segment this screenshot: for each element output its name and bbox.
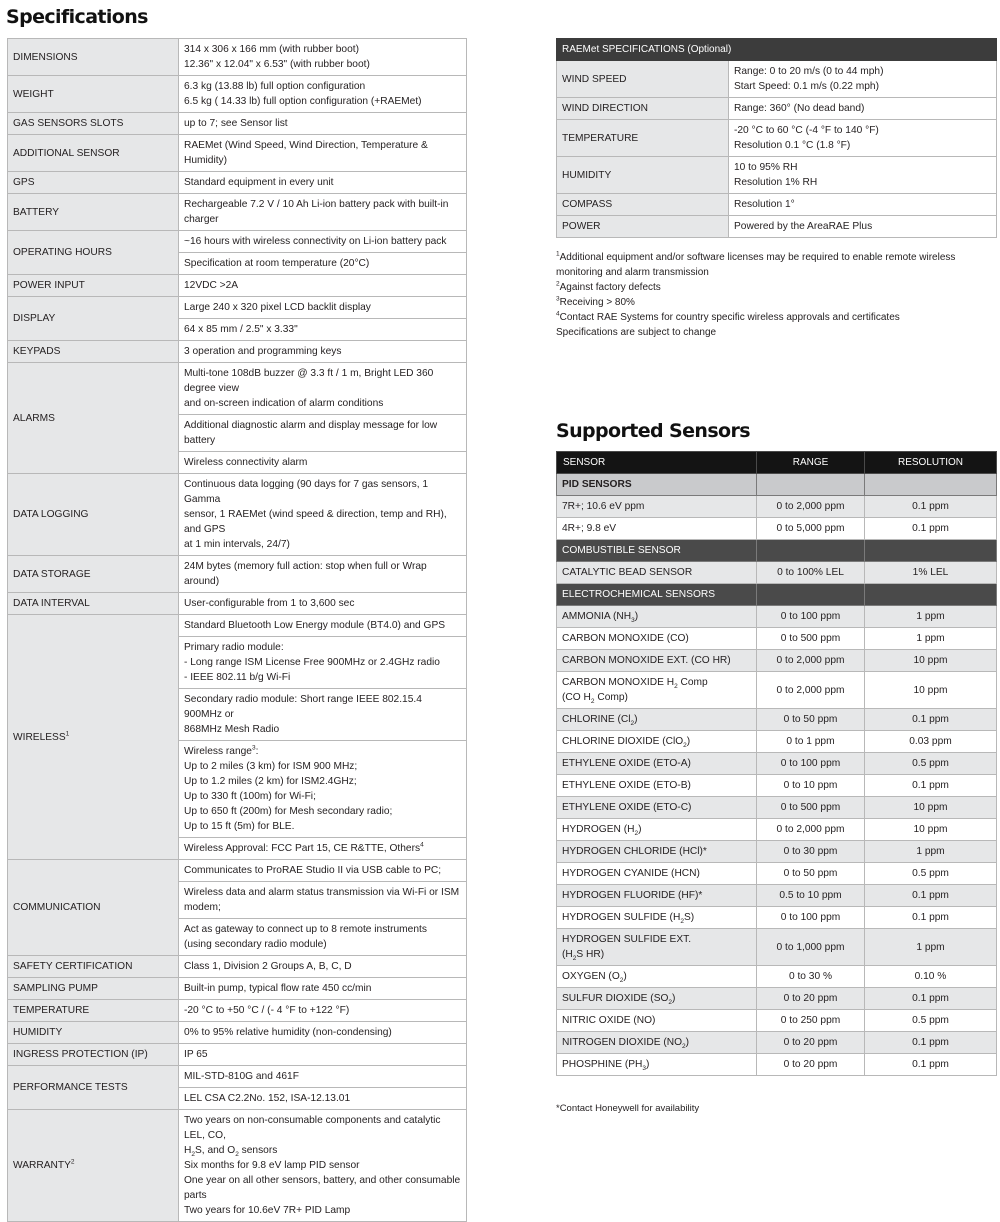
sensor-row — [557, 562, 997, 584]
spec-value: LEL CSA C2.2No. 152, ISA-12.13.01 — [179, 1088, 467, 1110]
spec-key: WEIGHT — [8, 76, 179, 113]
spec-key: POWER INPUT — [8, 275, 179, 297]
raemet-value: -20 °C to 60 °C (-4 °F to 140 °F) Resolution 0.1 °C (1.8 °F) — [729, 120, 997, 157]
raemet-value: Powered by the AreaRAE Plus — [729, 216, 997, 238]
sensor-range: 0 to 20 ppm — [757, 988, 865, 1010]
spec-value: MIL-STD-810G and 461F — [179, 1066, 467, 1088]
spec-row — [8, 978, 467, 1000]
sensors-table — [556, 451, 997, 1076]
sensor-row — [557, 885, 997, 907]
spec-key: DATA STORAGE — [8, 556, 179, 593]
spec-value: Act as gateway to connect up to 8 remote instruments (using secondary radio module) — [179, 919, 467, 956]
spec-key: SAFETY CERTIFICATION — [8, 956, 179, 978]
supported-sensors-title: Supported Sensors — [556, 420, 750, 442]
raemet-value: Range: 360° (No dead band) — [729, 98, 997, 120]
raemet-key: WIND SPEED — [557, 61, 729, 98]
sensor-range: 0 to 2,000 ppm — [757, 650, 865, 672]
specifications-title: Specifications — [6, 6, 148, 28]
sensor-range: 0.5 to 10 ppm — [757, 885, 865, 907]
sensor-name: CARBON MONOXIDE (CO) — [557, 628, 757, 650]
sensor-name: HYDROGEN FLUORIDE (HF)* — [557, 885, 757, 907]
sensor-resolution: 0.1 ppm — [865, 907, 997, 929]
sensor-name: ETHYLENE OXIDE (ETO-B) — [557, 775, 757, 797]
sensor-row — [557, 628, 997, 650]
spec-value: Wireless range$^3$: Up to 2 miles (3 km) for ISM 900 MHz; Up to 1.2 miles (2 km) for ISM2.4GHz; Up to 330 ft (100m) for Wi-Fi; Up to 650 ft (200m) for Mesh secondary radio; Up to 15 ft (5m) for BLE. — [179, 741, 467, 838]
spec-value: Continuous data logging (90 days for 7 gas sensors, 1 Gamma sensor, 1 RAEMet (wind speed & direction, temp and RH), and GPS at 1 min intervals, 24/7) — [179, 474, 467, 556]
sensor-category-label: ELECTROCHEMICAL SENSORS — [557, 584, 757, 606]
spec-key: ADDITIONAL SENSOR — [8, 135, 179, 172]
sensors-column-header: RESOLUTION — [865, 452, 997, 474]
sensor-row — [557, 863, 997, 885]
spec-value: Communicates to ProRAE Studio II via USB cable to PC; — [179, 860, 467, 882]
sensor-range: 0 to 50 ppm — [757, 863, 865, 885]
spec-value: 24M bytes (memory full action: stop when full or Wrap around) — [179, 556, 467, 593]
spec-key: ALARMS — [8, 363, 179, 474]
sensor-range: 0 to 1,000 ppm — [757, 929, 865, 966]
sensor-row — [557, 518, 997, 540]
sensor-resolution: 10 ppm — [865, 672, 997, 709]
sensor-row — [557, 753, 997, 775]
sensor-range: 0 to 20 ppm — [757, 1032, 865, 1054]
spec-row — [8, 1110, 467, 1222]
spec-key: SAMPLING PUMP — [8, 978, 179, 1000]
sensor-row — [557, 929, 997, 966]
sensors-column-header: SENSOR — [557, 452, 757, 474]
sensor-name: CARBON MONOXIDE $H_2$ Comp (CO $H_2$ Comp) — [557, 672, 757, 709]
spec-row — [8, 615, 467, 637]
sensor-row — [557, 841, 997, 863]
spec-key: BATTERY — [8, 194, 179, 231]
sensor-category-empty — [757, 584, 865, 606]
spec-value: Specification at room temperature (20°C) — [179, 253, 467, 275]
sensor-row — [557, 672, 997, 709]
raemet-value: 10 to 95% RH Resolution 1% RH — [729, 157, 997, 194]
spec-value: Built-in pump, typical flow rate 450 cc/min — [179, 978, 467, 1000]
sensor-row — [557, 1010, 997, 1032]
spec-key: PERFORMANCE TESTS — [8, 1066, 179, 1110]
sensor-name: 7R+; 10.6 eV ppm — [557, 496, 757, 518]
spec-row — [8, 113, 467, 135]
footnote-item: Specifications are subject to change — [556, 327, 717, 338]
spec-row — [8, 341, 467, 363]
sensor-range: 0 to 1 ppm — [757, 731, 865, 753]
sensor-row — [557, 988, 997, 1010]
spec-row — [8, 172, 467, 194]
sensor-resolution: 0.1 ppm — [865, 988, 997, 1010]
sensor-row — [557, 775, 997, 797]
sensor-category-empty — [865, 584, 997, 606]
sensor-range: 0 to 250 ppm — [757, 1010, 865, 1032]
raemet-table — [556, 38, 997, 238]
spec-key: WARRANTY$^2$ — [8, 1110, 179, 1222]
sensor-range: 0 to 2,000 ppm — [757, 496, 865, 518]
spec-value: Wireless data and alarm status transmission via Wi-Fi or ISM modem; — [179, 882, 467, 919]
sensor-name: SULFUR DIOXIDE $(SO_2)$ — [557, 988, 757, 1010]
sensor-name: 4R+; 9.8 eV — [557, 518, 757, 540]
footnote-item: $^1$Additional equipment and/or software licenses may be required to enable remote wireless monitoring and alarm transmission — [556, 250, 956, 278]
spec-value: IP 65 — [179, 1044, 467, 1066]
sensor-row — [557, 819, 997, 841]
footnotes — [556, 250, 996, 340]
sensor-range: 0 to 5,000 ppm — [757, 518, 865, 540]
footnote-item: $^2$Against factory defects — [556, 280, 661, 293]
sensor-category-label: PID SENSORS — [557, 474, 757, 496]
raemet-key: POWER — [557, 216, 729, 238]
sensor-resolution: 0.1 ppm — [865, 1032, 997, 1054]
spec-value: Multi-tone 108dB buzzer @ 3.3 ft / 1 m, Bright LED 360 degree view and on-screen indication of alarm conditions — [179, 363, 467, 415]
spec-row — [8, 1000, 467, 1022]
sensor-name: CARBON MONOXIDE EXT. (CO HR) — [557, 650, 757, 672]
spec-value: 314 x 306 x 166 mm (with rubber boot) 12.36" x 12.04" x 6.53" (with rubber boot) — [179, 39, 467, 76]
raemet-key: WIND DIRECTION — [557, 98, 729, 120]
sensor-row — [557, 709, 997, 731]
spec-key: KEYPADS — [8, 341, 179, 363]
sensor-resolution: 0.5 ppm — [865, 753, 997, 775]
spec-value: User-configurable from 1 to 3,600 sec — [179, 593, 467, 615]
sensor-resolution: 1 ppm — [865, 606, 997, 628]
spec-row — [8, 1044, 467, 1066]
sensor-row — [557, 496, 997, 518]
sensor-row — [557, 966, 997, 988]
sensor-name: NITRIC OXIDE (NO) — [557, 1010, 757, 1032]
spec-row — [8, 1066, 467, 1088]
spec-row — [8, 135, 467, 172]
sensor-resolution: 0.1 ppm — [865, 518, 997, 540]
sensor-resolution: 1 ppm — [865, 841, 997, 863]
sensor-range: 0 to 100 ppm — [757, 907, 865, 929]
spec-key: GAS SENSORS SLOTS — [8, 113, 179, 135]
spec-value: up to 7; see Sensor list — [179, 113, 467, 135]
spec-value: Rechargeable 7.2 V / 10 Ah Li-ion battery pack with built-in charger — [179, 194, 467, 231]
sensor-resolution: 0.1 ppm — [865, 775, 997, 797]
sensor-row — [557, 1054, 997, 1076]
sensor-name: HYDROGEN $(H_2)$ — [557, 819, 757, 841]
raemet-value: Range: 0 to 20 m/s (0 to 44 mph) Start Speed: 0.1 m/s (0.22 mph) — [729, 61, 997, 98]
spec-value: ~16 hours with wireless connectivity on Li-ion battery pack — [179, 231, 467, 253]
sensor-row — [557, 907, 997, 929]
sensor-row — [557, 606, 997, 628]
sensor-resolution: 0.1 ppm — [865, 709, 997, 731]
sensor-row — [557, 650, 997, 672]
spec-row — [8, 1022, 467, 1044]
spec-row — [8, 275, 467, 297]
sensor-range: 0 to 2,000 ppm — [757, 672, 865, 709]
spec-value: 12VDC >2A — [179, 275, 467, 297]
sensor-resolution: 0.5 ppm — [865, 863, 997, 885]
spec-value: Standard Bluetooth Low Energy module (BT4.0) and GPS — [179, 615, 467, 637]
spec-row — [8, 39, 467, 76]
sensor-name: CHLORINE DIOXIDE (ClO$_2$) — [557, 731, 757, 753]
sensor-range: 0 to 20 ppm — [757, 1054, 865, 1076]
sensor-row — [557, 797, 997, 819]
sensor-category-label: COMBUSTIBLE SENSOR — [557, 540, 757, 562]
sensor-resolution: 0.1 ppm — [865, 496, 997, 518]
spec-row — [8, 297, 467, 319]
sensor-name: HYDROGEN SULFIDE EXT. ($H_2S$ HR) — [557, 929, 757, 966]
sensor-range: 0 to 30 % — [757, 966, 865, 988]
sensor-range: 0 to 100 ppm — [757, 606, 865, 628]
sensor-name: HYDROGEN CHLORIDE (HCl)* — [557, 841, 757, 863]
raemet-row — [557, 61, 997, 98]
spec-row — [8, 76, 467, 113]
sensor-row — [557, 1032, 997, 1054]
sensor-name: ETHYLENE OXIDE (ETO-C) — [557, 797, 757, 819]
sensor-row — [557, 731, 997, 753]
raemet-key: COMPASS — [557, 194, 729, 216]
sensor-range: 0 to 10 ppm — [757, 775, 865, 797]
spec-key: TEMPERATURE — [8, 1000, 179, 1022]
sensor-category-row — [557, 540, 997, 562]
spec-row — [8, 474, 467, 556]
sensor-range: 0 to 100% LEL — [757, 562, 865, 584]
sensor-category-empty — [757, 540, 865, 562]
sensor-category-empty — [757, 474, 865, 496]
spec-value: 6.3 kg (13.88 lb) full option configuration 6.5 kg ( 14.33 lb) full option configuration (+RAEMet) — [179, 76, 467, 113]
spec-key: OPERATING HOURS — [8, 231, 179, 275]
sensor-range: 0 to 500 ppm — [757, 628, 865, 650]
sensor-resolution: 1% LEL — [865, 562, 997, 584]
spec-row — [8, 593, 467, 615]
sensor-category-empty — [865, 540, 997, 562]
sensor-category-empty — [865, 474, 997, 496]
spec-value: Two years on non-consumable components and catalytic LEL, CO, $H_2S$, and $O_2$ sensors Six months for 9.8 eV lamp PID sensor One year on all other sensors, battery, and other consumable parts Two years for 10.6eV 7R+ PID Lamp — [179, 1110, 467, 1222]
spec-key: GPS — [8, 172, 179, 194]
raemet-row — [557, 120, 997, 157]
sensor-name: CATALYTIC BEAD SENSOR — [557, 562, 757, 584]
sensor-range: 0 to 2,000 ppm — [757, 819, 865, 841]
spec-value: Class 1, Division 2 Groups A, B, C, D — [179, 956, 467, 978]
sensor-range: 0 to 50 ppm — [757, 709, 865, 731]
spec-value: -20 °C to +50 °C / (- 4 °F to +122 °F) — [179, 1000, 467, 1022]
spec-value: Standard equipment in every unit — [179, 172, 467, 194]
sensor-name: HYDROGEN SULFIDE $(H_2S)$ — [557, 907, 757, 929]
sensor-name: AMMONIA $(NH_3)$ — [557, 606, 757, 628]
sensor-resolution: 1 ppm — [865, 929, 997, 966]
sensor-availability-footnote: *Contact Honeywell for availability — [556, 1103, 700, 1114]
raemet-header: RAEMet SPECIFICATIONS (Optional) — [557, 39, 997, 61]
sensor-resolution: 0.03 ppm — [865, 731, 997, 753]
spec-value: Large 240 x 320 pixel LCD backlit display — [179, 297, 467, 319]
sensor-name: HYDROGEN CYANIDE (HCN) — [557, 863, 757, 885]
footnote-item: $^3$Receiving > 80% — [556, 295, 635, 308]
sensor-name: NITROGEN DIOXIDE $(NO_2)$ — [557, 1032, 757, 1054]
spec-key: WIRELESS$^1$ — [8, 615, 179, 860]
raemet-row — [557, 194, 997, 216]
raemet-key: TEMPERATURE — [557, 120, 729, 157]
spec-value: Additional diagnostic alarm and display message for low battery — [179, 415, 467, 452]
raemet-row — [557, 98, 997, 120]
sensor-category-row — [557, 474, 997, 496]
sensor-resolution: 10 ppm — [865, 650, 997, 672]
spec-key: DIMENSIONS — [8, 39, 179, 76]
sensor-name: ETHYLENE OXIDE (ETO-A) — [557, 753, 757, 775]
raemet-key: HUMIDITY — [557, 157, 729, 194]
spec-key: DATA INTERVAL — [8, 593, 179, 615]
spec-key: COMMUNICATION — [8, 860, 179, 956]
spec-value: Primary radio module: - Long range ISM License Free 900MHz or 2.4GHz radio - IEEE 802.11 b/g Wi-Fi — [179, 637, 467, 689]
spec-row — [8, 231, 467, 253]
sensor-range: 0 to 30 ppm — [757, 841, 865, 863]
sensor-resolution: 10 ppm — [865, 797, 997, 819]
sensor-resolution: 0.10 % — [865, 966, 997, 988]
spec-row — [8, 363, 467, 415]
sensor-name: PHOSPHINE $(PH_3)$ — [557, 1054, 757, 1076]
spec-key: DATA LOGGING — [8, 474, 179, 556]
spec-value: Wireless Approval: FCC Part 15, CE R&TTE, Others$^4$ — [179, 838, 467, 860]
raemet-row — [557, 157, 997, 194]
sensor-range: 0 to 100 ppm — [757, 753, 865, 775]
sensor-resolution: 0.5 ppm — [865, 1010, 997, 1032]
spec-value: Wireless connectivity alarm — [179, 452, 467, 474]
sensor-name: CHLORINE $(Cl_2)$ — [557, 709, 757, 731]
sensor-category-row — [557, 584, 997, 606]
spec-key: INGRESS PROTECTION (IP) — [8, 1044, 179, 1066]
sensor-name: OXYGEN $(O_2)$ — [557, 966, 757, 988]
sensor-resolution: 10 ppm — [865, 819, 997, 841]
spec-value: RAEMet (Wind Speed, Wind Direction, Temperature & Humidity) — [179, 135, 467, 172]
spec-row — [8, 860, 467, 882]
spec-key: DISPLAY — [8, 297, 179, 341]
sensor-range: 0 to 500 ppm — [757, 797, 865, 819]
footnote-item: $^4$Contact RAE Systems for country specific wireless approvals and certificates — [556, 310, 900, 323]
spec-value: 64 x 85 mm / 2.5" x 3.33" — [179, 319, 467, 341]
spec-row — [8, 956, 467, 978]
spec-key: HUMIDITY — [8, 1022, 179, 1044]
spec-value: 3 operation and programming keys — [179, 341, 467, 363]
raemet-value: Resolution 1° — [729, 194, 997, 216]
specifications-table — [7, 38, 467, 1222]
sensor-resolution: 0.1 ppm — [865, 1054, 997, 1076]
spec-row — [8, 556, 467, 593]
spec-value: 0% to 95% relative humidity (non-condensing) — [179, 1022, 467, 1044]
raemet-row — [557, 216, 997, 238]
spec-value: Secondary radio module: Short range IEEE 802.15.4 900MHz or 868MHz Mesh Radio — [179, 689, 467, 741]
sensors-column-header: RANGE — [757, 452, 865, 474]
spec-row — [8, 194, 467, 231]
sensor-resolution: 0.1 ppm — [865, 885, 997, 907]
sensor-resolution: 1 ppm — [865, 628, 997, 650]
